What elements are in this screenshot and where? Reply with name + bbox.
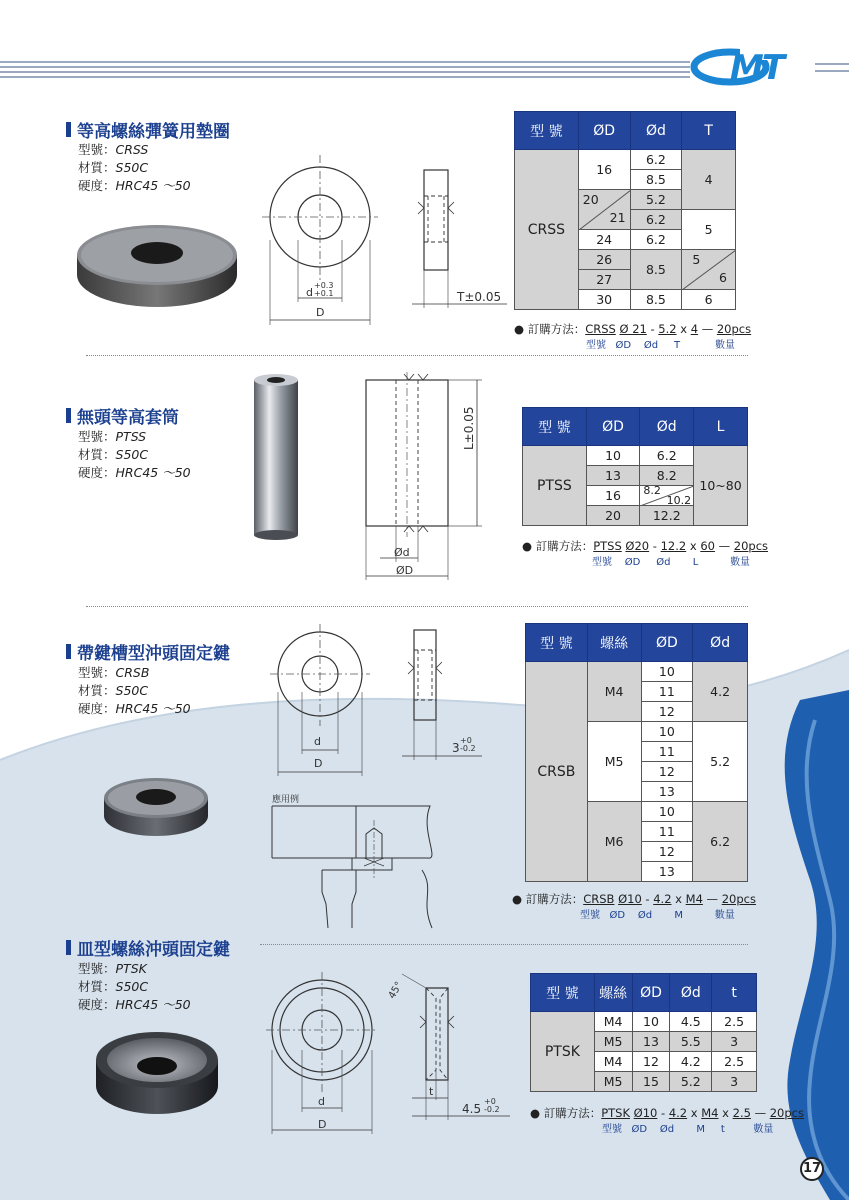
dim-label-t: t [429,1085,434,1098]
cell: 3 [712,1072,757,1092]
section-title-ptss: 無頭等高套筒 [66,403,179,428]
table-crss [514,111,736,310]
dim-label-T: T±0.05 [457,290,502,304]
th-d: Ød [693,624,748,662]
cell: 8.5 [630,250,682,290]
dim-label-d-tol: +0.3 +0.1 [314,281,334,298]
dim-label-D: D [318,1118,327,1131]
dim-label-T: 4.5 [462,1102,482,1116]
dim-label-D: D [314,757,323,770]
cell: 12.2 [640,506,694,526]
cell-diag: 5 6 [682,250,736,290]
cell: 26 [578,250,630,270]
cell-model: CRSB [526,662,588,882]
cell: 4.2 [693,662,748,722]
th-screw: 螺絲 [587,624,641,662]
cell: 8.2 [640,466,694,486]
divider [86,606,748,607]
cell: 2.5 [712,1012,757,1032]
th-D: ØD [632,974,670,1012]
cell: 6.2 [693,802,748,882]
th-model: 型 號 [526,624,588,662]
spec-list-crss: 型號：CRSS 材質：S50C 硬度：HRC45 ～50 [78,142,191,193]
th-t: t [712,974,757,1012]
product-photo-crsb [100,770,212,842]
spec-list-ptss: 型號：PTSS 材質：S50C 硬度：HRC45 ～50 [78,429,191,480]
divider [86,355,748,356]
cell: 27 [578,270,630,290]
table-ptss [522,407,748,526]
cell: 4 [682,150,736,210]
cell: 10 [632,1012,670,1032]
cell: 5.5 [670,1032,712,1052]
cell: 13 [632,1032,670,1052]
cell: 24 [578,230,630,250]
cell: 13 [641,862,693,882]
order-method-crss: ● 訂購方法：CRSS Ø 21 - 5.2 x 4 — 20pcs [514,322,752,336]
product-photo-ptsk [92,1020,222,1122]
cell: 12 [641,762,693,782]
cell-screw: M4 [587,662,641,722]
order-legend-crsb: 型號 ØD Ød M 數量 [580,910,735,921]
order-legend-crss: 型號 ØD Ød T 數量 [586,340,736,351]
order-method-crsb: ● 訂購方法：CRSB Ø10 - 4.2 x M4 — 20pcs [512,892,756,906]
cell: 12 [641,842,693,862]
cell: 6.2 [630,210,682,230]
cell-model: CRSS [515,150,579,310]
cell: 2.5 [712,1052,757,1072]
th-model: 型 號 [523,408,587,446]
product-photo-crss [72,210,242,310]
cell: 10 [641,722,693,742]
cell: 16 [578,150,630,190]
th-model: 型 號 [515,112,579,150]
dim-label-d: d [306,286,313,299]
cell: 3 [712,1032,757,1052]
cell: 5.2 [670,1072,712,1092]
cell-screw: M5 [587,722,641,802]
cell: 8.5 [630,170,682,190]
dim-label-D: D [316,306,325,319]
dim-label-t: 3 [452,741,460,755]
drawing-crsb [262,622,492,782]
dim-label-d: Ød [394,546,410,559]
brand-logo-text: MT [730,48,784,88]
cell: M5 [594,1032,632,1052]
dim-label-D: ØD [396,564,414,577]
cell: 16 [586,486,640,506]
cell: 6.2 [630,230,682,250]
section-title-crsb: 帶鍵槽型沖頭固定鍵 [66,639,230,664]
table-crsb [525,623,748,882]
order-legend-ptsk: 型號 ØD Ød M t 數量 [602,1124,774,1135]
section-title-crss: 等高螺絲彈簧用墊圈 [66,117,230,142]
order-legend-ptss: 型號 ØD Ød L 數量 [592,557,751,568]
drawing-ptss [360,372,490,582]
cell: 5.2 [693,722,748,802]
cell: 5 [682,210,736,250]
cell: 6.2 [640,446,694,466]
cell-diag: 20 21 [578,190,630,230]
cell: 10~80 [694,446,748,526]
cell-screw: M6 [587,802,641,882]
cell: 8.5 [630,290,682,310]
th-D: ØD [578,112,630,150]
cell: 10 [641,662,693,682]
cell: M5 [594,1072,632,1092]
page-number: 17 [800,1157,824,1181]
section-title-ptsk: 皿型螺絲沖頭固定鍵 [66,935,230,960]
application-example-drawing [270,800,440,930]
dim-label-L: L±0.05 [462,406,476,450]
th-T: T [682,112,736,150]
spec-list-ptsk: 型號：PTSK 材質：S50C 硬度：HRC45 ～50 [78,961,191,1012]
cell: 4.2 [670,1052,712,1072]
cell: 10 [641,802,693,822]
application-example-label: 應用例 [272,795,300,805]
th-D: ØD [586,408,640,446]
cell: 6.2 [630,150,682,170]
cell: 6 [682,290,736,310]
cell-model: PTSS [523,446,587,526]
dim-label-T-tol: +0 -0.2 [484,1097,500,1114]
dim-label-d: d [314,735,321,748]
cell: 5.2 [630,190,682,210]
order-method-ptsk: ● 訂購方法：PTSK Ø10 - 4.2 x M4 x 2.5 — 20pcs [530,1106,804,1120]
spec-list-crsb: 型號：CRSB 材質：S50C 硬度：HRC45 ～50 [78,665,191,716]
cell-model: PTSK [531,1012,595,1092]
th-d: Ød [640,408,694,446]
table-ptsk [530,973,757,1092]
cell: 13 [586,466,640,486]
cell: M4 [594,1012,632,1032]
th-D: ØD [641,624,693,662]
cell: 15 [632,1072,670,1092]
cell: 11 [641,822,693,842]
th-L: L [694,408,748,446]
order-method-ptss: ● 訂購方法：PTSS Ø20 - 12.2 x 60 — 20pcs [522,539,769,553]
cell-diag: 8.2 10.2 [640,486,694,506]
cell: M4 [594,1052,632,1072]
cell: 20 [586,506,640,526]
cell: 11 [641,742,693,762]
cell: 4.5 [670,1012,712,1032]
th-d: Ød [670,974,712,1012]
product-photo-ptss [248,372,304,542]
cell: 10 [586,446,640,466]
th-model: 型 號 [531,974,595,1012]
dim-label-t-tol: +0 -0.2 [460,736,476,753]
th-screw: 螺絲 [594,974,632,1012]
divider [260,944,748,945]
cell: 13 [641,782,693,802]
cell: 30 [578,290,630,310]
dim-label-angle: 45° [386,980,406,1001]
cell: 12 [632,1052,670,1072]
th-d: Ød [630,112,682,150]
cell: 12 [641,702,693,722]
cell: 11 [641,682,693,702]
dim-label-d: d [318,1095,325,1108]
